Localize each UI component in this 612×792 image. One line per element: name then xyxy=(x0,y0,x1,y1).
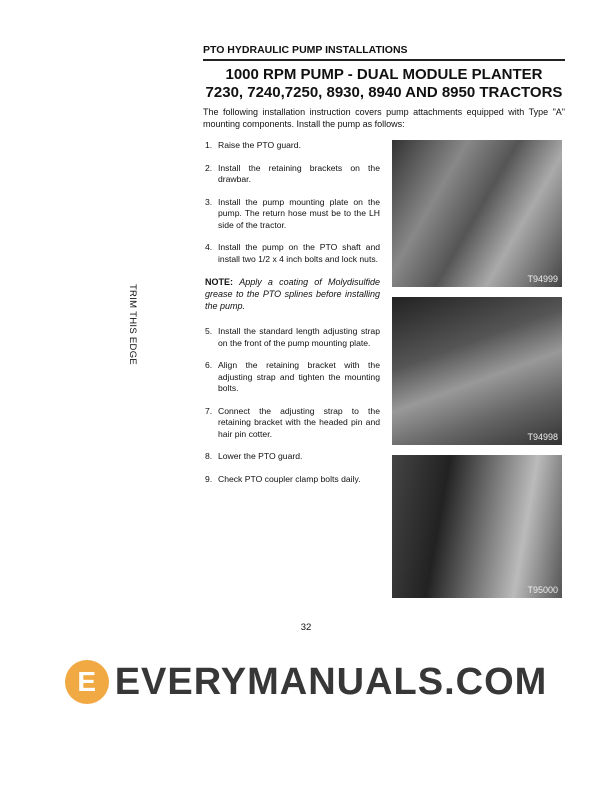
step-text: Raise the PTO guard. xyxy=(218,140,301,150)
step-item xyxy=(205,474,380,486)
watermark-logo-icon: E xyxy=(65,660,109,704)
step-text: Check PTO coupler clamp bolts daily. xyxy=(218,473,361,484)
photo-pump-hoses xyxy=(392,455,562,598)
step-text: Install the pump on the PTO shaft and install two 1/2 x 4 inch bolts and lock nuts. xyxy=(218,242,380,264)
step-number: 7. xyxy=(205,405,213,416)
watermark-text: EVERYMANUALS.COM xyxy=(114,660,548,703)
step-number: 2. xyxy=(205,162,213,173)
step-item xyxy=(205,163,380,186)
step-number: 5. xyxy=(205,326,213,336)
note xyxy=(205,276,380,312)
instructions-column xyxy=(205,140,380,496)
watermark xyxy=(0,660,612,704)
step-text: Install the standard length adjusting strap on the front of the pump mounting plate. xyxy=(218,326,380,348)
section-header: PTO HYDRAULIC PUMP INSTALLATIONS xyxy=(203,44,408,56)
page-title xyxy=(174,66,594,102)
page-number: 32 xyxy=(300,622,312,633)
title-line-1: 1000 RPM PUMP - DUAL MODULE PLANTER xyxy=(225,66,543,83)
step-item xyxy=(205,360,380,395)
step-number: 3. xyxy=(205,196,213,207)
step-item xyxy=(205,242,380,265)
step-item xyxy=(205,140,380,152)
step-number: 9. xyxy=(205,473,213,484)
photo-pump-bracket xyxy=(392,140,562,287)
intro-paragraph: The following installation instruction covers pump attachments equipped with Type "A" mounting components. Install the pump as follows: xyxy=(203,107,565,129)
step-number: 1. xyxy=(205,140,213,150)
step-text: Install the retaining brackets on the drawbar. xyxy=(218,162,380,184)
title-line-2: 7230, 7240,7250, 8930, 8940 AND 8950 TRACTORS xyxy=(205,84,563,101)
step-number: 6. xyxy=(205,360,213,370)
step-text: Install the pump mounting plate on the pump. The return hose must be to the LH side of the tractor. xyxy=(218,196,380,230)
step-text: Align the retaining bracket with the adjusting strap and tighten the mounting bolts. xyxy=(218,360,380,393)
note-text: Apply a coating of Molydisulfide grease to the PTO splines before installing the pump. xyxy=(205,277,380,311)
step-item xyxy=(205,197,380,232)
steps-list-1 xyxy=(205,140,380,265)
trim-edge-label: TRIM THIS EDGE xyxy=(127,283,139,366)
step-number: 4. xyxy=(205,242,213,252)
step-item xyxy=(205,451,380,463)
step-text: Lower the PTO guard. xyxy=(218,451,303,461)
photo-pump-install xyxy=(392,297,562,445)
step-item xyxy=(205,326,380,349)
photo-label: T95000 xyxy=(527,585,558,595)
step-text: Connect the adjusting strap to the retaining bracket with the headed pin and hair pin cotter. xyxy=(218,405,380,439)
steps-list-2 xyxy=(205,326,380,485)
photo-label: T94999 xyxy=(527,274,558,284)
photo-label: T94998 xyxy=(527,432,558,442)
header-rule xyxy=(203,59,565,61)
step-item xyxy=(205,406,380,441)
note-label: NOTE: xyxy=(205,277,233,287)
step-number: 8. xyxy=(205,451,213,461)
